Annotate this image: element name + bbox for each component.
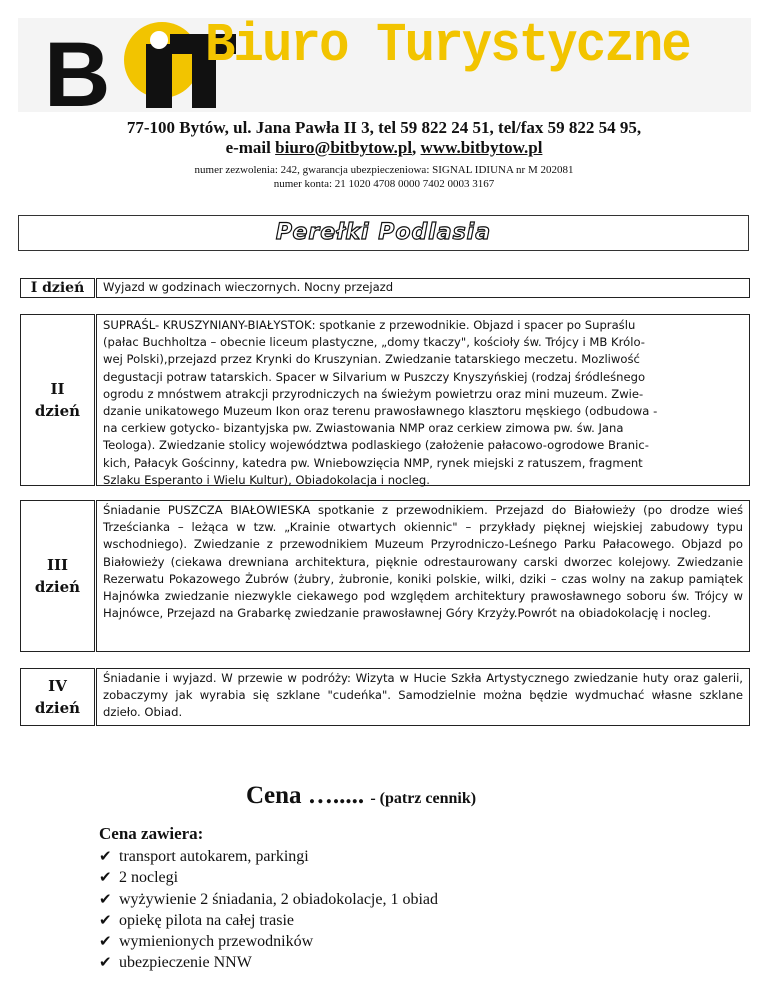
day-4-word: dzień (34, 699, 81, 717)
day-2-line: (pałac Buchholtza – obecnie liceum plastyczne, „domy tkaczy", kościoły św. Trójcy i MB Królo- (103, 335, 645, 350)
bank-account-info: numer konta: 21 1020 4708 0000 7402 0003 3167 (273, 178, 495, 190)
day-4-number: IV (48, 677, 67, 695)
day-2-line: ogrodu z mnóstwem atrakcji przyrodniczych na świeżym powietrzu oraz mini muzeum. Zwie- (103, 386, 644, 401)
day-2-description (96, 317, 750, 489)
includes-list (99, 846, 438, 974)
list-item (99, 910, 438, 931)
day-2-line: dzanie unikatowego Muzeum Ikon oraz terenu prawosławnego klasztoru męskiego (odbudowa - (103, 404, 658, 419)
checkmark-icon: ✔ (99, 953, 112, 972)
permit-info: numer zezwolenia: 242, gwarancja ubezpieczeniowa: SIGNAL IDIUNA nr M 202081 (194, 164, 574, 176)
day-2-line: na cerkiew gotycko- bizantyjska pw. Zwiastowania NMP oraz cerkiew zimowa pw. św. Jana (103, 421, 624, 436)
contact-line (0, 138, 768, 158)
list-item-text: 2 noclegi (119, 869, 179, 887)
day-2-line: degustacji potraw tatarskich. Spacer w Silvarium w Puszczy Knyszyńskiej (rodzaj śródleśnego (103, 369, 646, 384)
list-item-text: wymienionych przewodników (119, 933, 314, 951)
price-note: - (patrz cennik) (370, 790, 477, 807)
day-1-description: Wyjazd w godzinach wieczornych. Nocny przejazd (103, 280, 394, 294)
list-item (99, 889, 438, 910)
price-label: Cena (246, 782, 302, 809)
day-3-label (20, 500, 95, 652)
day-2-line: kich, Pałacyk Gościnny, katedra pw. Wniebowzięcia NMP, rynek miejski z ratuszem, fragment (103, 455, 643, 470)
checkmark-icon: ✔ (99, 910, 112, 929)
list-item-text: ubezpieczenie NNW (119, 954, 252, 972)
email-prefix: e-mail (225, 138, 276, 157)
checkmark-icon: ✔ (99, 847, 112, 865)
day-4-description: Śniadanie i wyjazd. W przewie w podróży: Wizyta w Hucie Szkła Artystycznego zwiedzanie huty oraz galerii, zobaczymy jak wyrabia się szklane "cudeńka". Samodzielnie można będzie wydmuchać własne szklane dzieło. Obiad. (103, 671, 743, 720)
day-2-line: Teologa). Zwiedzanie stolicy województwa podlaskiego (założenie pałacowo-ogrodowe Branic- (103, 438, 649, 453)
price-value: …..... (301, 782, 371, 809)
day-3-number: III (46, 556, 69, 574)
day-1-label: I dzień (20, 278, 95, 298)
page-title: Perełki Podlasia (275, 220, 492, 245)
day-2-label (20, 314, 95, 486)
day-2-line: wej Polski),przejazd przez Krynki do Kruszynian. Zwiedzanie tatarskiego meczetu. Mozliwość (103, 352, 640, 367)
day-3-word: dzień (34, 578, 81, 596)
list-item-text: transport autokarem, parkingi (119, 848, 309, 865)
day-2-word: dzień (34, 402, 81, 420)
checkmark-icon: ✔ (99, 868, 112, 887)
list-item (99, 846, 438, 867)
website-link[interactable]: www.bitbytow.pl (420, 138, 543, 157)
brand-name: Biuro Turystyczne (205, 14, 690, 77)
checkmark-icon: ✔ (99, 889, 112, 908)
day-2-line: Szlaku Esperanto i Wielu Kultur), Obiadokolacja i nocleg. (103, 472, 430, 487)
svg-text:B: B (44, 24, 111, 112)
checkmark-icon: ✔ (99, 932, 112, 951)
email-link[interactable]: biuro@bitbytow.pl (275, 138, 413, 157)
list-item-text: wyżywienie 2 śniadania, 2 obiadokolacje, 1 obiad (119, 890, 439, 908)
list-item (99, 867, 438, 888)
price-line (246, 782, 476, 810)
contact-separator: , (412, 138, 421, 157)
day-2-number: II (50, 380, 65, 398)
address-line: 77-100 Bytów, ul. Jana Pawła II 3, tel 59 822 24 51, tel/fax 59 822 54 95, (126, 118, 642, 137)
day-3-description: Śniadanie PUSZCZA BIAŁOWIESKA spotkanie z przewodnikiem. Przejazd do Białowieży (po drodze wieś Trześcianka – leżąca w tzw. „Krainie otwartych okiennic" – przykłady pięknej wiejskiej zabudowy typu wschodniego). Zwiedzanie z przewodnikiem Muzeum Przyrodniczo-Leśnego Parku Pałacowego. Objazd po Białowieży (ciekawa drewniana architektura, pięknie odrestaurowany carski dworzec kolejowy. Zwiedzanie Rezerwatu Pokazowego Żubrów (żubry, żubronie, koniki polskie, wilki, dziki – czas wolny na zakup pamiątek Hajnówka zwiedzanie niezwykle ciekawego pod względem architektury prawosławnego soboru św. Trójcy w Hajnówce, Przejazd na Grabarkę zwiedzanie prawosławnej Góry Krzyży.Powrót na obiadokolację i nocleg. (103, 503, 743, 621)
list-item-text: opiekę pilota na całej trasie (119, 911, 295, 929)
list-item (99, 952, 438, 973)
includes-heading: Cena zawiera: (99, 824, 204, 843)
list-item (99, 931, 438, 952)
day-4-label (20, 668, 95, 726)
day-2-line: SUPRAŚL- KRUSZYNIANY-BIAŁYSTOK: spotkanie z przewodnikie. Objazd i spacer po Supraślu (103, 318, 636, 332)
